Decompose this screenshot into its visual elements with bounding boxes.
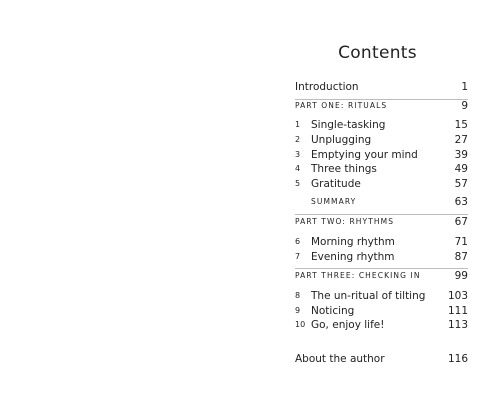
chapter-number: 9 — [295, 306, 301, 315]
chapter-page: 57 — [454, 178, 468, 190]
chapter-page: 103 — [447, 290, 468, 302]
chapter-title: Noticing — [311, 305, 355, 317]
chapter-page: 71 — [454, 236, 468, 248]
toc-part-label: PART TWO: RHYTHMS — [295, 217, 395, 226]
toc-chapter — [295, 176, 468, 192]
toc-chapter — [295, 317, 468, 333]
toc-entry-about — [295, 351, 468, 367]
toc-chapter — [295, 161, 468, 177]
toc-part-label: PART ONE: RITUALS — [295, 101, 388, 110]
toc-entry-page: 1 — [461, 81, 468, 93]
toc-summary — [295, 194, 468, 210]
chapter-number: 2 — [295, 135, 301, 144]
toc-entry-page: 116 — [447, 353, 468, 365]
toc-chapter — [295, 234, 468, 250]
toc-part-label: PART THREE: CHECKING IN — [295, 271, 421, 280]
chapter-page: 39 — [454, 149, 468, 161]
toc-chapter — [295, 117, 468, 133]
chapter-title: Go, enjoy life! — [311, 319, 385, 331]
chapter-number: 7 — [295, 252, 301, 261]
chapter-number: 8 — [295, 291, 301, 300]
chapter-page: 27 — [454, 134, 468, 146]
toc-part-one — [295, 98, 468, 114]
toc-part-two — [295, 214, 468, 230]
toc-part-page: 99 — [454, 270, 468, 282]
chapter-page: 49 — [454, 163, 468, 175]
toc-part-page: 67 — [454, 216, 468, 228]
chapter-title: Morning rhythm — [311, 236, 395, 248]
chapter-title: The un-ritual of tilting — [311, 290, 426, 302]
toc-summary-label: SUMMARY — [311, 197, 357, 206]
chapter-title: Single-tasking — [311, 119, 386, 131]
chapter-number: 10 — [295, 320, 306, 329]
toc-entry-introduction — [295, 79, 468, 95]
toc-part-page: 9 — [461, 100, 468, 112]
chapter-title: Emptying your mind — [311, 149, 418, 161]
chapter-number: 4 — [295, 164, 301, 173]
chapter-page: 15 — [454, 119, 468, 131]
chapter-page: 111 — [447, 305, 468, 317]
chapter-title: Gratitude — [311, 178, 361, 190]
toc-chapter — [295, 132, 468, 148]
toc-summary-page: 63 — [454, 196, 468, 208]
toc-part-three — [295, 268, 468, 284]
chapter-page: 113 — [447, 319, 468, 331]
chapter-number: 3 — [295, 150, 301, 159]
toc-entry-label: Introduction — [295, 81, 359, 93]
toc-chapter — [295, 288, 468, 304]
chapter-number: 5 — [295, 179, 301, 188]
chapter-page: 87 — [454, 251, 468, 263]
toc-entry-label: About the author — [295, 353, 385, 365]
chapter-number: 1 — [295, 120, 301, 129]
chapter-title: Evening rhythm — [311, 251, 395, 263]
chapter-title: Unplugging — [311, 134, 372, 146]
chapter-number: 6 — [295, 237, 301, 246]
toc-chapter — [295, 249, 468, 265]
chapter-title: Three things — [311, 163, 377, 175]
page-title: Contents — [338, 43, 417, 63]
